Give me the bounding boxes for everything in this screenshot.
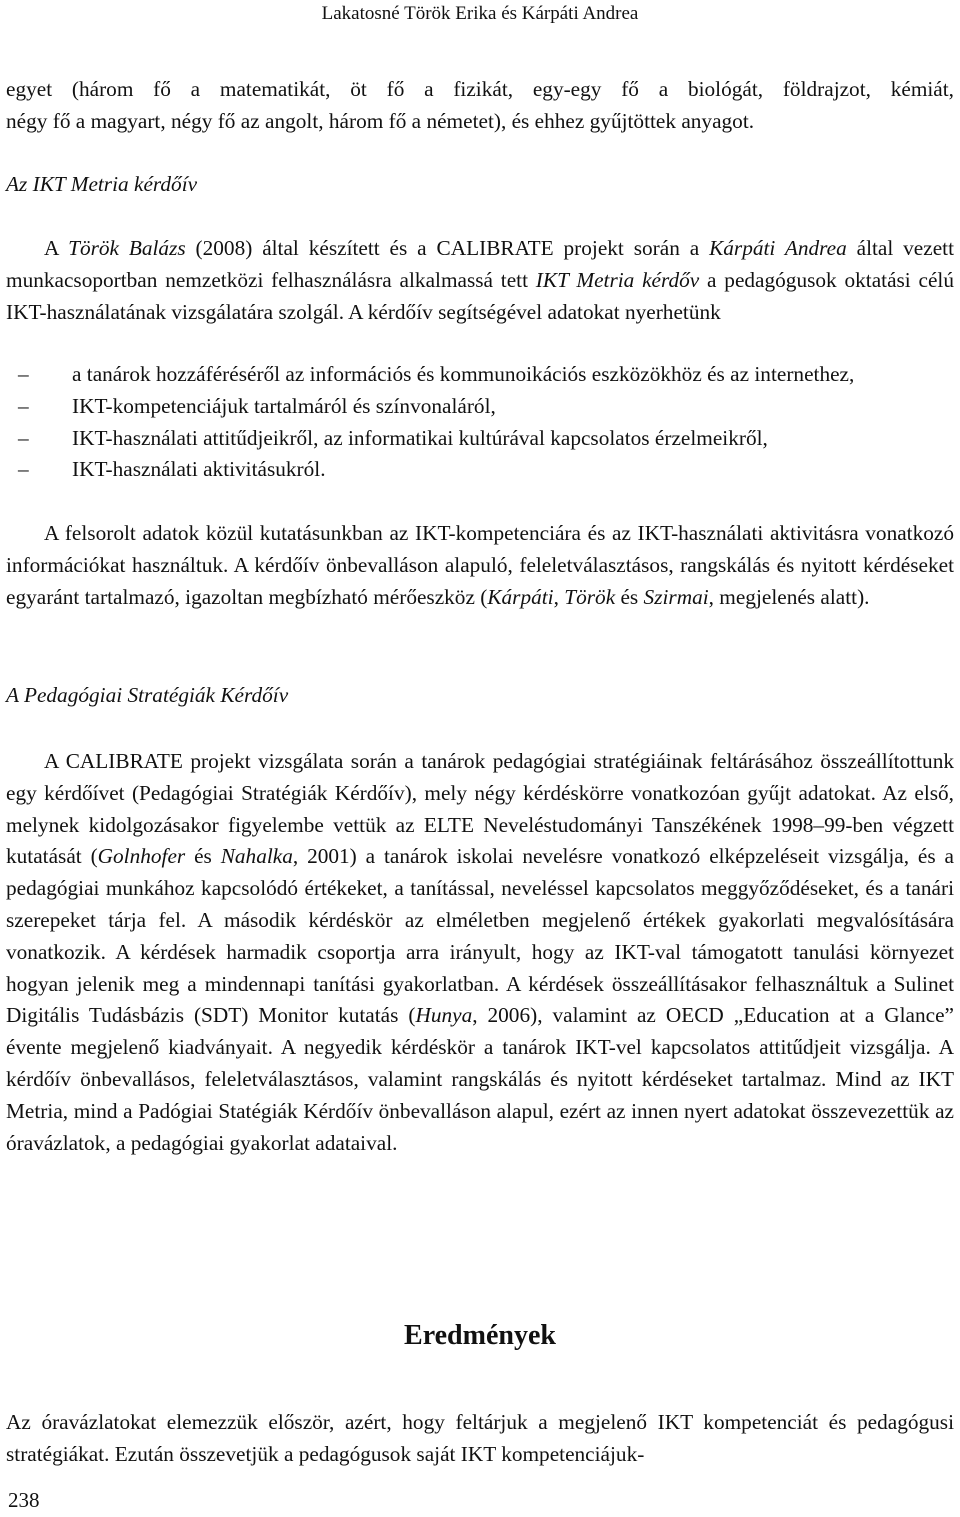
paragraph-ikt-metria: A Török Balázs (2008) által készített és a CALIBRATE projekt során a Kárpáti Andrea által vezett munkacsoportban nemzetközi felhasználásra alkalmassá tett IKT Metria kérdőv a pedagógusok oktatási célú IKT-használatának vizsgálatára szolgál. A kérdőív segítségével adatokat nyerhetünk: [6, 236, 954, 324]
paragraph-intro: [6, 74, 954, 138]
section-heading-eredmenyek: Eredmények: [404, 1320, 556, 1351]
author-karpati-andrea: Kárpáti Andrea: [709, 236, 847, 260]
running-header: Lakatosné Török Erika és Kárpáti Andrea: [321, 3, 639, 24]
bullet-item: – IKT-használati attitűdjeikről, az informatikai kultúrával kapcsolatos érzelmeikről,: [18, 425, 768, 450]
tool-name: IKT Metria kérdőv: [535, 267, 700, 292]
section-heading-pedagogiai-strategiak: A Pedagógiai Stratégiák Kérdőív: [6, 683, 289, 707]
paragraph-data-used: A felsorolt adatok közül kutatásunkban az IKT-kompetenciára és az IKT-használati aktivitásra vonatkozó információkat használtuk. A kérdőív önbevalláson alapuló, feleletválasztásos, rangskálás és nyitott kérdéseket egyaránt tartalmazó, igazoltan megbízható mérőeszköz (Kárpáti, Török és Szirmai, megjelenés alatt).: [6, 521, 954, 609]
page-number: 238: [8, 1488, 40, 1512]
paragraph-eredmenyek: Az óravázlatokat elemezzük először, azért, hogy feltárjuk a megjelenő IKT kompetenciát és pedagógusi stratégiákat. Ezután összevetjük a pedagógusok saját IKT kompetenciájuk-: [6, 1410, 954, 1466]
bullet-list: [6, 359, 954, 486]
author-torok-balazs: Török Balázs: [68, 236, 186, 260]
intro-line-2: négy fő a magyart, négy fő az angolt, három fő a németet), és ehhez gyűjtöttek anyagot.: [6, 108, 755, 133]
bullet-item: – IKT-használati aktivitásukról.: [18, 457, 326, 482]
paragraph-pedagogiai-strategiak: A CALIBRATE projekt vizsgálata során a tanárok pedagógiai stratégiáinak feltárásához összeállítottunk egy kérdőívet (Pedagógiai Stratégiák Kérdőív), mely négy kérdéskörre vonatkozóan gyűjt adatokat. Az első, melynek kidolgozásakor figyelembe vettük az ELTE Neveléstudományi Tanszékének 1998–99-ben végzett kutatását (Golnhofer és Nahalka, 2001) a tanárok iskolai nevelésre vonatkozó elképzeléseit vizsgálja, és a pedagógiai munkához kapcsolódó értékeket, a tanítással, neveléssel kapcsolatos meggyőződéseket, és a tanári szerepeket tárja fel. A második kérdéskör az elméletben megjelenő értékek gyakorlati megvalósítására vonatkozik. A kérdések harmadik csoportja arra irányult, hogy az IKT-val támogatott tanulási környezet hogyan jelenik meg a mindennapi tanítási gyakorlatban. A kérdések összeállításakor felhasználtuk a Sulinet Digitális Tudásbázis (SDT) Monitor kutatás (Hunya, 2006), valamint az OECD „Education at a Glance” évente megjelenő kiadványait. A negyedik kérdéskör a tanárok IKT-vel kapcsolatos attitűdjeit vizsgálja. A kérdőív önbevallásos, feleletválasztásos, valamint rangskálás és nyitott kérdéseket tartalmaz. Mind az IKT Metria, mind a Padógiai Statégiák Kérdőív önbevalláson alapul, ezért az innen nyert adatokat összevezettük az óravázlatok, a pedagógiai gyakorlat adataival.: [6, 749, 954, 1155]
bullet-item: – IKT-kompetenciájuk tartalmáról és színvonaláról,: [18, 393, 496, 418]
bullet-item: – a tanárok hozzáféréséről az információs és kommunoikációs eszközökhöz és az internethez,: [18, 362, 855, 386]
section-heading-ikt-metria: Az IKT Metria kérdőív: [6, 172, 198, 196]
intro-line-1: egyet (három fő a matematikát, öt fő a fizikát, egy-egy fő a biológát, földrajzot, kémiát,: [6, 77, 954, 101]
